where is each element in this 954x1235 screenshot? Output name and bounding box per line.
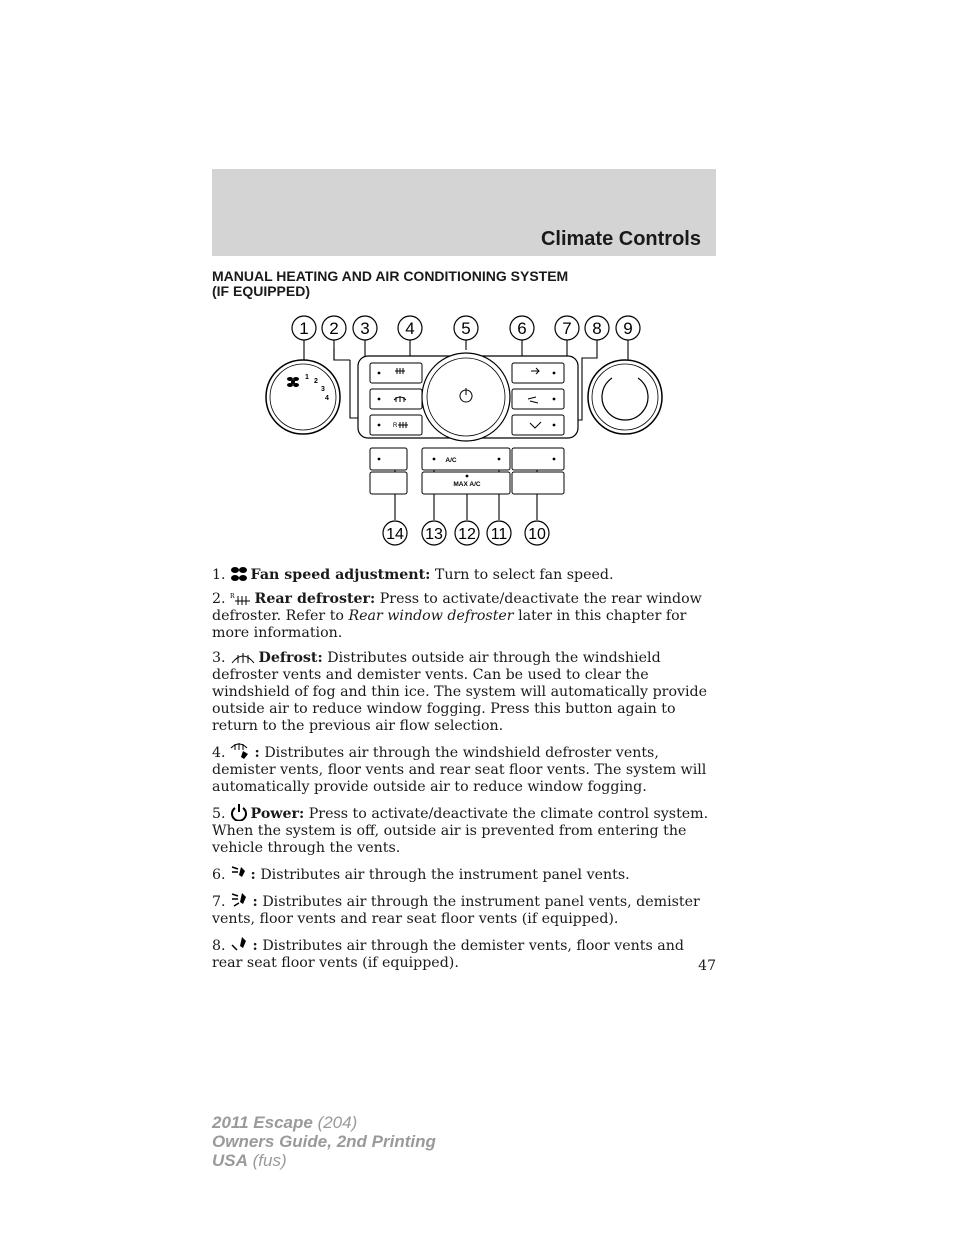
list-item: 2. R Rear defroster: Press to activate/deactivate the rear window defroster. Refer to Rear window defroster later in this chapter for more information. bbox=[212, 591, 702, 641]
page-heading bbox=[212, 269, 716, 299]
callout-label: 1 bbox=[299, 319, 309, 338]
fan-mark: 3 bbox=[321, 386, 325, 393]
heading-line-1: MANUAL HEATING AND AIR CONDITIONING SYSTEM bbox=[212, 268, 569, 284]
panel-floor-vent-icon bbox=[230, 891, 250, 909]
callout-label: 3 bbox=[360, 319, 370, 338]
temperature-dial bbox=[588, 360, 662, 434]
callout-label: 5 bbox=[461, 319, 471, 338]
footer: 2011 Escape (204) Owners Guide, 2nd Printing USA (fus) bbox=[212, 1113, 436, 1170]
callout-label: 8 bbox=[592, 319, 602, 338]
svg-text:R: R bbox=[229, 593, 235, 600]
list-item: 8. : Distributes air through the demister vents, floor vents and rear seat floor vents (if equipped). bbox=[212, 935, 718, 972]
fan-mark: 1 bbox=[305, 374, 309, 381]
max-ac-label: MAX A/C bbox=[453, 481, 481, 488]
defrost-icon bbox=[230, 649, 256, 665]
fan-speed-dial bbox=[266, 360, 340, 434]
climate-control-diagram bbox=[212, 308, 664, 553]
list-item: 6. : Distributes air through the instrument panel vents. bbox=[212, 864, 718, 884]
callout-label: 6 bbox=[517, 319, 527, 338]
callout-label: 12 bbox=[458, 526, 476, 543]
heading-line-2: (IF EQUIPPED) bbox=[212, 283, 311, 299]
callout-label: 13 bbox=[425, 526, 443, 543]
rear-label: R bbox=[393, 423, 398, 429]
list-item: 1. Fan speed adjustment: Turn to select fan speed. bbox=[212, 567, 614, 583]
defrost-floor-icon bbox=[230, 742, 252, 760]
ac-label: A/C bbox=[445, 457, 457, 464]
header-band bbox=[212, 169, 716, 256]
floor-vent-icon bbox=[230, 935, 250, 953]
section-title: Climate Controls bbox=[540, 228, 701, 250]
list-item: 5. Power: Press to activate/deactivate the climate control system. When the system is off, outside air is prevented from entering the vehicle through the vents. bbox=[212, 803, 718, 857]
list-item: 4. : Distributes air through the windshield defroster vents, demister vents, floor vents and rear seat floor vents. The system will automatically provide outside air to reduce window fogging. bbox=[212, 742, 718, 796]
callout-label: 2 bbox=[329, 319, 339, 338]
callout-label: 10 bbox=[528, 526, 546, 543]
rear-defroster-icon bbox=[398, 422, 408, 428]
callout-label: 11 bbox=[490, 526, 508, 543]
callout-label: 9 bbox=[623, 319, 633, 338]
fan-icon bbox=[230, 566, 248, 582]
defrost-floor-icon bbox=[395, 368, 405, 374]
power-icon bbox=[230, 803, 248, 821]
panel-vent-icon bbox=[230, 864, 248, 882]
fan-mark: 4 bbox=[325, 395, 329, 402]
list-item: 7. : Distributes air through the instrument panel vents, demister vents, floor vents and rear seat floor vents (if equipped). bbox=[212, 891, 718, 928]
page-number: 47 bbox=[698, 958, 716, 974]
rear-defroster-icon bbox=[230, 592, 252, 606]
callout-label: 7 bbox=[562, 319, 572, 338]
control-descriptions bbox=[212, 566, 718, 979]
fan-mark: 2 bbox=[314, 378, 318, 385]
list-item: 3. Defrost: Distributes outside air through the windshield defroster vents and demister vents. Can be used to clear the windshield of fog and thin ice. The system will automatically provide outside air to reduce window fogging. Press this button again to return to the previous air flow selection. bbox=[212, 650, 708, 734]
callout-label: 14 bbox=[386, 526, 404, 543]
callout-label: 4 bbox=[405, 319, 415, 338]
